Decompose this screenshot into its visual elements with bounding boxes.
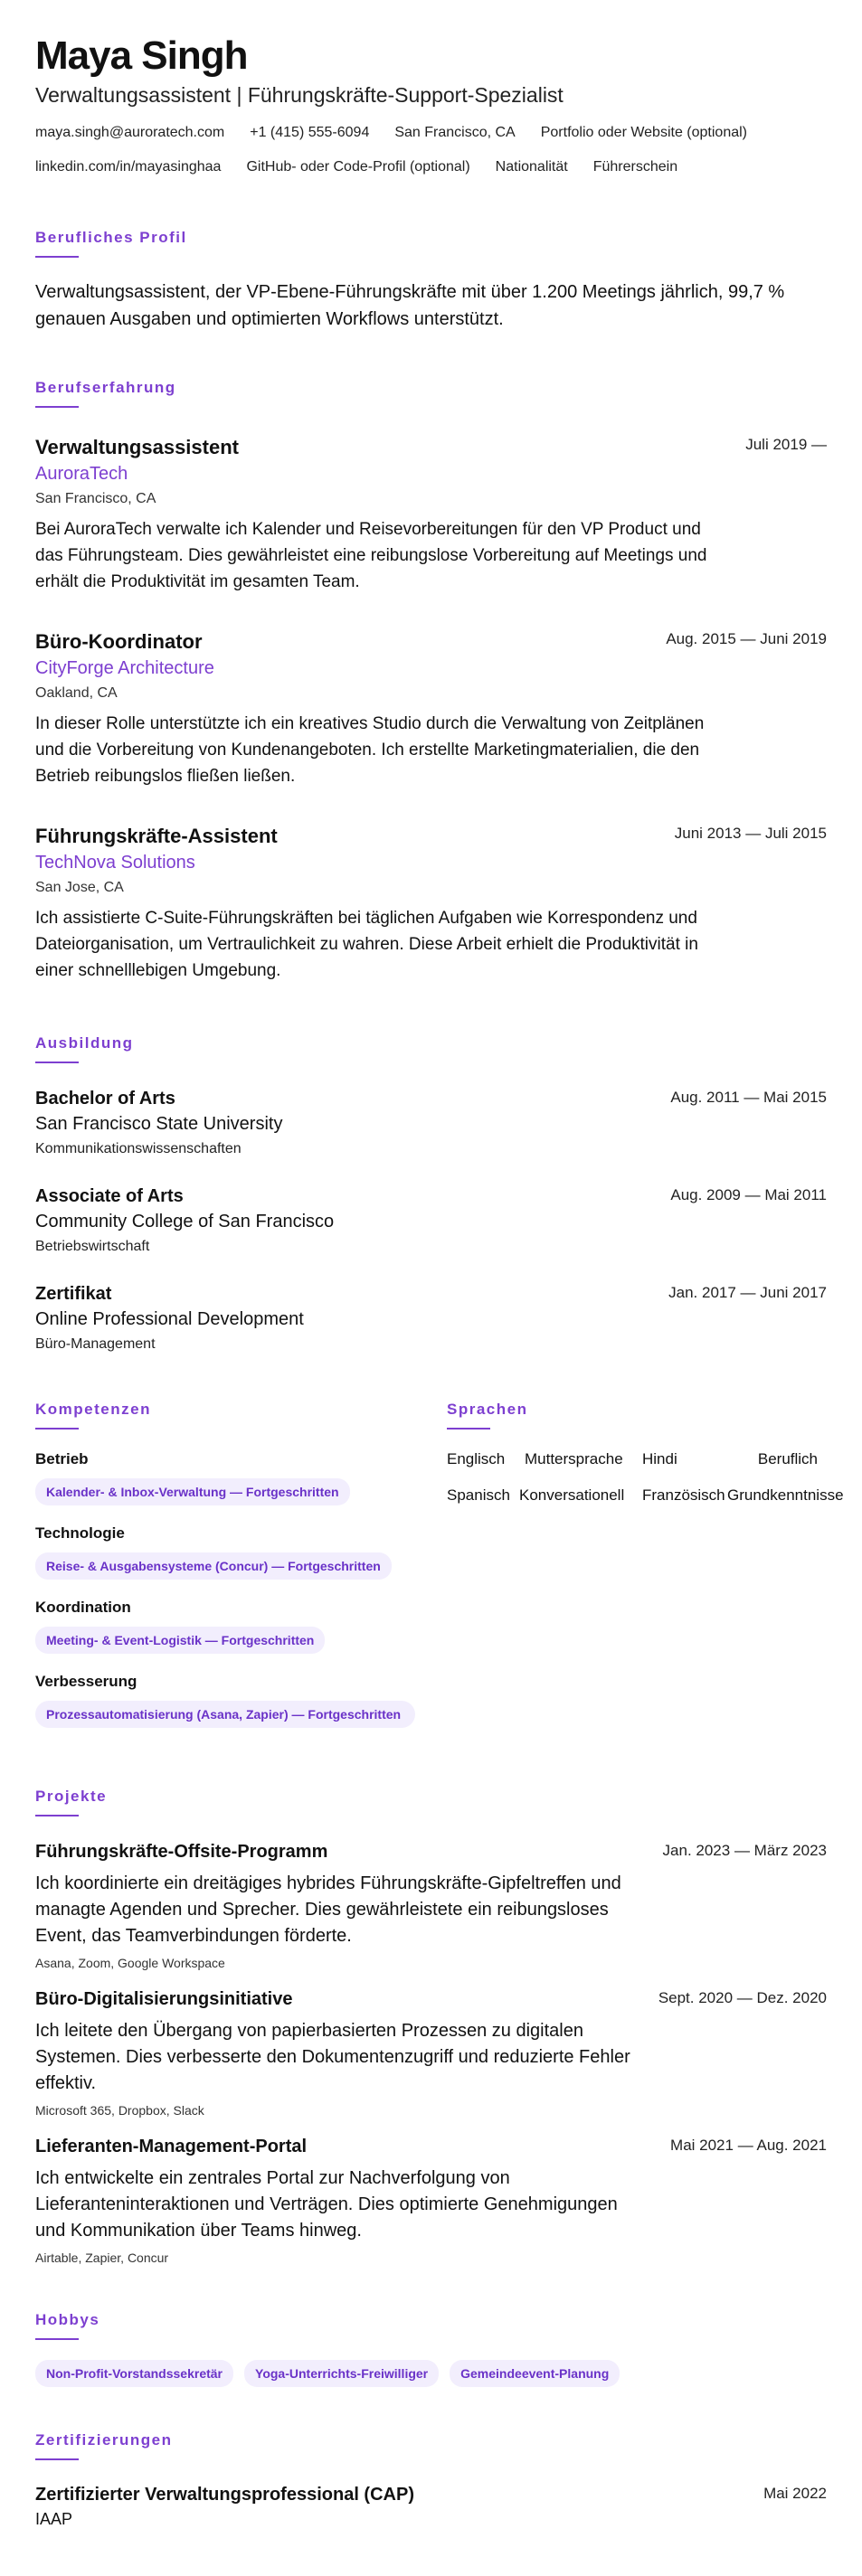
project-tools: Asana, Zoom, Google Workspace — [35, 1956, 225, 1970]
skill-group — [35, 1449, 424, 1505]
section-title: Kompetenzen — [35, 1401, 151, 1418]
project-name: Führungskräfte-Offsite-Programm — [35, 1842, 328, 1862]
hobby-list — [35, 2360, 620, 2387]
project-description: Ich koordinierte ein dreitägiges hybrides Führungskräfte-Gipfeltreffen und managte Agenden und Sprecher. Dies gewährleistete ein reibungsloses Event, das Teamverbindungen förderte. — [35, 1873, 621, 1946]
language-name: Französisch — [642, 1486, 725, 1504]
section-divider — [35, 1428, 79, 1430]
job-location: San Jose, CA — [35, 880, 124, 895]
certification-date: Mai 2022 — [763, 2485, 827, 2502]
experience-entry — [35, 434, 827, 595]
job-description: Bei AuroraTech verwalte ich Kalender und Reisevorbereitungen für den VP Product und das Führungsteam. Dies gewährleistet eine reibungslose Vorbereitung auf Meetings und erhält die Produktivität im gesamten Team. — [35, 520, 707, 591]
job-title: Führungskräfte-Assistent — [35, 825, 278, 847]
project-tools: Airtable, Zapier, Concur — [35, 2250, 169, 2265]
project-entry — [35, 1987, 827, 2119]
company-name: AuroraTech — [35, 464, 128, 484]
section-divider — [35, 406, 79, 408]
section-title: Berufserfahrung — [35, 379, 176, 396]
section-title: Ausbildung — [35, 1034, 134, 1052]
skill-chip: Reise- & Ausgabensysteme (Concur) — Fortgeschritten — [35, 1552, 392, 1580]
projects-section — [35, 1787, 107, 1816]
education-entry — [35, 1087, 827, 1160]
project-date: Sept. 2020 — Dez. 2020 — [658, 1989, 827, 2006]
project-description: Ich leitete den Übergang von papierbasierten Prozessen zu digitalen Systemen. Dies verbesserte den Dokumentenzugriff und reduzierte Fehler effektiv. — [35, 2021, 630, 2093]
job-date: Juni 2013 — Juli 2015 — [674, 825, 827, 842]
section-divider — [35, 2458, 79, 2460]
job-date: Juli 2019 — — [745, 436, 827, 453]
field-of-study: Büro-Management — [35, 1336, 156, 1352]
experience-entry — [35, 628, 827, 789]
degree: Associate of Arts — [35, 1186, 184, 1206]
contact-list — [35, 123, 831, 177]
project-description: Ich entwickelte ein zentrales Portal zur Nachverfolgung von Lieferanteninteraktionen und Verträgen. Dies optimierte Genehmigungen und Kommunikation über Teams hinweg. — [35, 2168, 618, 2241]
skill-group — [35, 1524, 424, 1580]
section-title: Berufliches Profil — [35, 229, 187, 246]
hobby-chip: Non-Profit-Vorstandssekretär — [35, 2360, 233, 2387]
field-of-study: Betriebswirtschaft — [35, 1239, 150, 1254]
section-divider — [447, 1428, 490, 1430]
skill-chip: Prozessautomatisierung (Asana, Zapier) — Fortgeschritten — [35, 1701, 415, 1728]
contact-portfolio[interactable]: Portfolio oder Website (optional) — [540, 125, 747, 140]
hobbies-section — [35, 2310, 620, 2387]
section-divider — [35, 256, 79, 258]
job-location: San Francisco, CA — [35, 491, 156, 506]
degree: Zertifikat — [35, 1284, 112, 1304]
contact-phone[interactable]: +1 (415) 555-6094 — [250, 125, 370, 140]
education-entry — [35, 1184, 827, 1258]
certification-name: Zertifizierter Verwaltungsprofessional (CAP) — [35, 2485, 414, 2505]
experience-section — [35, 378, 827, 408]
skill-category: Technologie — [35, 1524, 125, 1542]
headline: Verwaltungsassistent | Führungskräfte-Support-Spezialist — [35, 83, 564, 107]
language-level: Konversationell — [519, 1486, 625, 1504]
school-name: Online Professional Development — [35, 1309, 304, 1329]
header — [35, 33, 827, 177]
school-name: San Francisco State University — [35, 1114, 283, 1134]
degree: Bachelor of Arts — [35, 1089, 175, 1109]
contact-nationality: Nationalität — [495, 159, 568, 175]
section-divider — [35, 1815, 79, 1816]
hobby-chip: Gemeindeevent-Planung — [450, 2360, 620, 2387]
language-level: Grundkenntnisse — [727, 1486, 844, 1504]
language-name: Hindi — [642, 1450, 677, 1467]
section-title: Projekte — [35, 1788, 108, 1805]
project-entry — [35, 2135, 827, 2267]
hobby-chip: Yoga-Unterrichts-Freiwilliger — [244, 2360, 439, 2387]
job-date: Aug. 2015 — Juni 2019 — [666, 630, 827, 647]
job-description: Ich assistierte C-Suite-Führungskräften bei täglichen Aufgaben wie Korrespondenz und Dateiorganisation, um Vertraulichkeit zu wahren. Diese Arbeit erhielt die Produktivität in einer schnelllebigen Umgebung. — [35, 909, 698, 980]
education-section — [35, 1033, 133, 1063]
certification-entry — [35, 2483, 827, 2531]
skill-chip: Meeting- & Event-Logistik — Fortgeschritten — [35, 1627, 325, 1654]
section-divider — [35, 2338, 79, 2340]
skill-group — [35, 1672, 424, 1728]
section-divider — [35, 1062, 79, 1063]
languages-section — [447, 1400, 844, 1505]
job-title: Verwaltungsassistent — [35, 436, 239, 458]
language-row — [447, 1486, 844, 1505]
education-entry — [35, 1282, 827, 1355]
skill-category: Betrieb — [35, 1450, 89, 1467]
language-row — [447, 1449, 836, 1469]
field-of-study: Kommunikationswissenschaften — [35, 1141, 242, 1156]
profile-section — [35, 228, 813, 333]
certification-issuer: IAAP — [35, 2510, 73, 2528]
contact-location: San Francisco, CA — [394, 125, 516, 140]
language-level: Beruflich — [757, 1450, 818, 1467]
skill-chip: Kalender- & Inbox-Verwaltung — Fortgeschritten — [35, 1478, 350, 1505]
profile-summary: Verwaltungsassistent, der VP-Ebene-Führungskräfte mit über 1.200 Meetings jährlich, 99,7 % genauen Ausgaben und optimierten Workflows unterstützt. — [35, 282, 785, 329]
certifications-section — [35, 2430, 173, 2460]
language-name: Englisch — [447, 1450, 506, 1467]
contact-github[interactable]: GitHub- oder Code-Profil (optional) — [246, 159, 470, 175]
education-date: Aug. 2011 — Mai 2015 — [670, 1089, 827, 1106]
company-name: CityForge Architecture — [35, 658, 214, 678]
skill-group — [35, 1598, 424, 1654]
project-tools: Microsoft 365, Dropbox, Slack — [35, 2103, 204, 2118]
language-level: Muttersprache — [525, 1450, 623, 1467]
skill-category: Verbesserung — [35, 1673, 137, 1690]
section-title: Hobbys — [35, 2311, 100, 2328]
section-title: Zertifizierungen — [35, 2431, 173, 2449]
section-title: Sprachen — [447, 1401, 528, 1418]
project-name: Lieferanten-Management-Portal — [35, 2137, 308, 2156]
education-date: Jan. 2017 — Juni 2017 — [668, 1284, 827, 1301]
contact-linkedin[interactable]: linkedin.com/in/mayasinghaa — [35, 159, 222, 175]
school-name: Community College of San Francisco — [35, 1212, 335, 1231]
contact-email[interactable]: maya.singh@auroratech.com — [35, 125, 225, 140]
skills-section — [35, 1400, 424, 1728]
education-date: Aug. 2009 — Mai 2011 — [670, 1186, 827, 1203]
contact-license: Führerschein — [592, 159, 678, 175]
project-date: Jan. 2023 — März 2023 — [662, 1842, 827, 1859]
language-name: Spanisch — [447, 1486, 510, 1504]
experience-entry — [35, 823, 827, 984]
project-name: Büro-Digitalisierungsinitiative — [35, 1989, 293, 2009]
project-date: Mai 2021 — Aug. 2021 — [670, 2137, 827, 2154]
candidate-name: Maya Singh — [35, 33, 248, 78]
job-description: In dieser Rolle unterstützte ich ein kreatives Studio durch die Verwaltung von Zeitplänen und die Vorbereitung von Kundenangeboten. Ich erstellte Marketingmaterialien, die den Betrieb reibungslos fließen ließen. — [35, 714, 705, 786]
skill-category: Koordination — [35, 1599, 131, 1616]
project-entry — [35, 1840, 827, 1972]
job-location: Oakland, CA — [35, 685, 118, 701]
company-name: TechNova Solutions — [35, 853, 195, 873]
job-title: Büro-Koordinator — [35, 630, 203, 653]
